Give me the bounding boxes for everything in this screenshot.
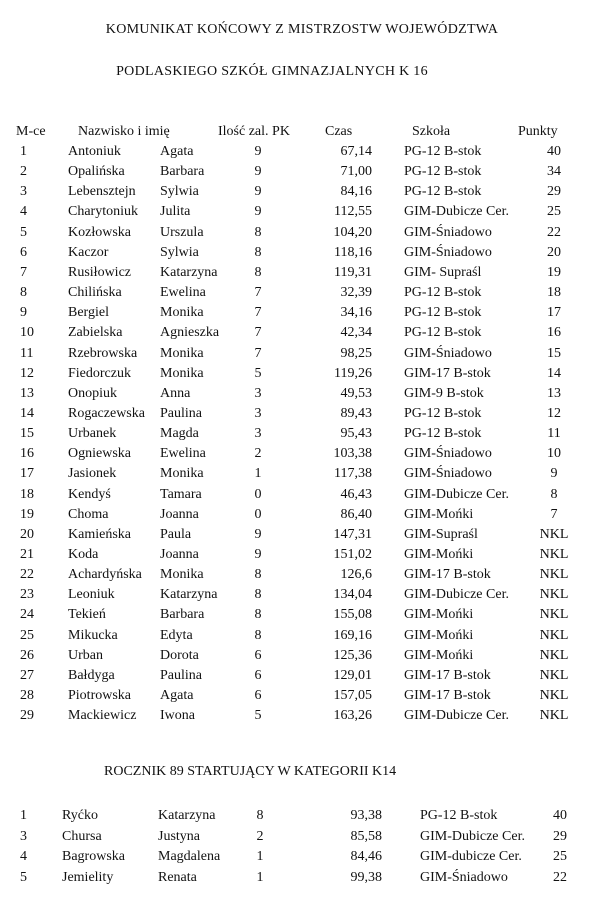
table-row (0, 344, 604, 364)
cell-school: GIM-Dubicze Cer. (404, 486, 509, 502)
cell-first-name: Magdalena (158, 849, 221, 864)
cell-points: 22 (553, 869, 567, 885)
cell-place: 12 (20, 365, 34, 381)
cell-surname: Rzebrowska (68, 345, 138, 361)
cell-place: 3 (20, 828, 27, 844)
cell-first-name: Katarzyna (160, 587, 218, 603)
table-row (0, 585, 604, 605)
cell-time: 117,38 (334, 466, 372, 482)
cell-school: GIM-Śniadowo (420, 869, 508, 885)
cell-surname: Bergiel (68, 305, 109, 321)
cell-pk-count: 8 (254, 224, 262, 240)
cell-pk-count: 0 (254, 506, 262, 522)
cell-time: 71,00 (340, 164, 372, 180)
cell-school: GIM-Mońki (404, 627, 474, 643)
cell-school: GIM-Mońki (404, 647, 474, 663)
cell-time: 89,43 (340, 405, 372, 421)
table-row (0, 646, 604, 666)
cell-place: 4 (20, 204, 27, 220)
cell-pk-count: 9 (254, 184, 262, 200)
table-row (0, 243, 604, 263)
cell-surname: Rusiłowicz (68, 264, 131, 280)
cell-time: 67,14 (340, 144, 372, 159)
cell-first-name: Agata (160, 688, 194, 704)
cell-points: 19 (547, 264, 561, 280)
cell-pk-count: 8 (254, 567, 262, 583)
table-row (0, 202, 604, 222)
cell-time: 157,05 (333, 688, 372, 704)
cell-time: 126,6 (340, 567, 372, 583)
header-count: Ilość zal. PK (218, 124, 290, 139)
cell-surname: Piotrowska (68, 688, 131, 704)
table-row (0, 505, 604, 525)
cell-school: GIM-Dubicze Cer. (404, 204, 509, 220)
cell-points: NKL (539, 547, 569, 562)
cell-time: 46,43 (340, 486, 372, 502)
cell-pk-count: 8 (256, 808, 264, 823)
cell-pk-count: 8 (254, 627, 262, 643)
cell-first-name: Tamara (160, 486, 202, 502)
cell-place: 15 (20, 426, 34, 442)
cell-points: 7 (550, 506, 558, 522)
page-title: KOMUNIKAT KOŃCOWY Z MISTRZOSTW WOJEWÓDZTWA (105, 22, 499, 37)
table-row (0, 545, 604, 565)
cell-place: 7 (20, 264, 27, 280)
cell-surname: Leoniuk (68, 587, 115, 603)
cell-points: 40 (547, 144, 561, 159)
cell-points: 9 (550, 466, 558, 482)
cell-pk-count: 1 (256, 849, 264, 864)
cell-surname: Koda (68, 547, 99, 562)
cell-time: 104,20 (333, 224, 372, 240)
cell-surname: Rogaczewska (68, 405, 145, 421)
cell-time: 169,16 (333, 627, 372, 643)
cell-pk-count: 8 (254, 264, 262, 280)
cell-surname: Kamieńska (68, 526, 131, 542)
table-row (0, 303, 604, 323)
cell-place: 21 (20, 547, 34, 562)
cell-first-name: Dorota (160, 647, 199, 663)
cell-surname: Ogniewska (68, 446, 131, 462)
cell-points: NKL (539, 688, 569, 704)
cell-school: GIM-9 B-stok (404, 385, 484, 401)
cell-first-name: Monika (160, 365, 204, 381)
cell-pk-count: 7 (254, 285, 262, 301)
cell-points: 8 (550, 486, 558, 502)
cell-first-name: Monika (160, 567, 204, 583)
cell-surname: Achardyńska (68, 567, 142, 583)
cell-time: 125,36 (333, 647, 372, 663)
header-time: Czas (325, 124, 353, 139)
cell-surname: Charytoniuk (68, 204, 138, 220)
cell-surname: Mackiewicz (68, 708, 137, 724)
cell-school: PG-12 B-stok (404, 426, 482, 442)
cell-first-name: Urszula (160, 224, 204, 240)
cell-school: GIM-Śniadowo (404, 345, 492, 361)
cell-pk-count: 9 (254, 547, 262, 562)
cell-time: 84,16 (340, 184, 372, 200)
cell-place: 1 (20, 144, 27, 159)
cell-points: NKL (539, 667, 569, 683)
cell-points: 13 (547, 385, 561, 401)
cell-first-name: Magda (160, 426, 199, 442)
cell-first-name: Paulina (160, 667, 202, 683)
cell-pk-count: 7 (254, 325, 262, 341)
cell-place: 3 (20, 184, 27, 200)
cell-first-name: Monika (160, 345, 204, 361)
cell-pk-count: 9 (254, 164, 262, 180)
cell-first-name: Barbara (160, 164, 205, 180)
cell-school: PG-12 B-stok (420, 808, 498, 823)
cell-time: 151,02 (333, 547, 372, 562)
cell-time: 134,04 (333, 587, 372, 603)
cell-place: 26 (20, 647, 34, 663)
cell-school: PG-12 B-stok (404, 144, 482, 159)
cell-school: GIM-Dubicze Cer. (420, 828, 525, 844)
cell-time: 95,43 (340, 426, 372, 442)
cell-pk-count: 5 (254, 708, 262, 724)
table-row (0, 565, 604, 585)
cell-first-name: Katarzyna (160, 264, 218, 280)
cell-first-name: Anna (160, 385, 191, 401)
cell-surname: Zabielska (68, 325, 123, 341)
table-row (0, 525, 604, 545)
table-row (0, 404, 604, 424)
cell-time: 99,38 (350, 869, 382, 885)
header-place: M-ce (16, 124, 46, 139)
cell-first-name: Joanna (160, 547, 199, 562)
cell-school: PG-12 B-stok (404, 164, 482, 180)
cell-pk-count: 2 (256, 828, 264, 844)
cell-surname: Chursa (62, 828, 102, 844)
cell-surname: Urbanek (68, 426, 117, 442)
cell-time: 84,46 (350, 849, 382, 864)
table-row (0, 263, 604, 283)
table-row (0, 827, 604, 847)
cell-place: 20 (20, 526, 34, 542)
cell-place: 2 (20, 164, 27, 180)
cell-school: PG-12 B-stok (404, 405, 482, 421)
cell-pk-count: 3 (254, 405, 262, 421)
cell-surname: Urban (68, 647, 103, 663)
cell-pk-count: 0 (254, 486, 262, 502)
cell-surname: Kaczor (68, 244, 109, 260)
cell-place: 13 (20, 385, 34, 401)
cell-points: 40 (553, 808, 567, 823)
cell-place: 19 (20, 506, 34, 522)
cell-pk-count: 6 (254, 688, 262, 704)
cell-first-name: Julita (160, 204, 191, 220)
table-row (0, 444, 604, 464)
cell-place: 11 (20, 345, 34, 361)
cell-pk-count: 7 (254, 345, 262, 361)
cell-school: GIM-17 B-stok (404, 688, 491, 704)
cell-school: PG-12 B-stok (404, 184, 482, 200)
cell-first-name: Ewelina (160, 446, 206, 462)
cell-pk-count: 1 (256, 869, 264, 885)
table-row (0, 323, 604, 343)
cell-points: NKL (539, 627, 569, 643)
cell-first-name: Justyna (158, 828, 200, 844)
cell-first-name: Barbara (160, 607, 205, 623)
cell-first-name: Paulina (160, 405, 202, 421)
cell-points: 12 (547, 405, 561, 421)
cell-pk-count: 2 (254, 446, 262, 462)
cell-first-name: Agata (160, 144, 194, 159)
cell-place: 5 (20, 224, 27, 240)
cell-points: 17 (547, 305, 561, 321)
cell-time: 118,16 (334, 244, 372, 260)
table-row (0, 223, 604, 243)
cell-school: GIM-17 B-stok (404, 667, 491, 683)
cell-place: 1 (20, 808, 27, 823)
header-name: Nazwisko i imię (78, 124, 170, 139)
cell-first-name: Iwona (160, 708, 195, 724)
cell-points: NKL (539, 607, 569, 623)
cell-pk-count: 7 (254, 305, 262, 321)
cell-surname: Kozłowska (68, 224, 131, 240)
cell-place: 16 (20, 446, 34, 462)
cell-school: GIM-Mońki (404, 506, 474, 522)
cell-place: 5 (20, 869, 27, 885)
cell-first-name: Katarzyna (158, 808, 216, 823)
cell-time: 147,31 (333, 526, 372, 542)
header-school: Szkoła (412, 124, 451, 139)
table-row (0, 706, 604, 726)
cell-school: GIM-17 B-stok (404, 567, 491, 583)
table-row (0, 182, 604, 202)
cell-place: 28 (20, 688, 34, 704)
cell-pk-count: 8 (254, 587, 262, 603)
cell-time: 42,34 (340, 325, 372, 341)
cell-school: GIM-Dubicze Cer. (404, 708, 509, 724)
cell-surname: Opalińska (68, 164, 125, 180)
cell-pk-count: 6 (254, 647, 262, 663)
cell-time: 129,01 (333, 667, 372, 683)
cell-points: NKL (539, 647, 569, 663)
table-row (0, 162, 604, 182)
cell-school: PG-12 B-stok (404, 305, 482, 321)
cell-place: 6 (20, 244, 27, 260)
cell-school: GIM- Supraśl (404, 264, 482, 280)
cell-surname: Kendyś (68, 486, 111, 502)
cell-first-name: Sylwia (160, 244, 199, 260)
table-row (0, 424, 604, 444)
cell-surname: Jasionek (68, 466, 117, 482)
cell-surname: Mikucka (68, 627, 118, 643)
cell-surname: Bagrowska (62, 849, 125, 864)
table-row (0, 686, 604, 706)
table-row (0, 847, 604, 867)
cell-time: 34,16 (340, 305, 372, 321)
cell-pk-count: 9 (254, 144, 262, 159)
cell-place: 27 (20, 667, 34, 683)
table-header (0, 122, 604, 142)
cell-surname: Lebensztejn (68, 184, 136, 200)
table-row (0, 605, 604, 625)
cell-school: GIM-Śniadowo (404, 244, 492, 260)
table-row (0, 364, 604, 384)
cell-points: 22 (547, 224, 561, 240)
cell-first-name: Edyta (160, 627, 193, 643)
table-row (0, 485, 604, 505)
cell-points: 25 (547, 204, 561, 220)
cell-place: 9 (20, 305, 27, 321)
cell-pk-count: 8 (254, 244, 262, 260)
cell-school: GIM-Supraśl (404, 526, 478, 542)
table-row (0, 626, 604, 646)
cell-points: 34 (547, 164, 561, 180)
cell-place: 23 (20, 587, 34, 603)
cell-time: 163,26 (333, 708, 372, 724)
cell-time: 155,08 (333, 607, 372, 623)
cell-points: NKL (539, 708, 569, 724)
cell-place: 18 (20, 486, 34, 502)
cell-time: 119,26 (334, 365, 372, 381)
cell-time: 98,25 (340, 345, 372, 361)
table-row (0, 806, 604, 826)
table-row (0, 868, 604, 888)
cell-school: GIM-dubicze Cer. (420, 849, 522, 864)
cell-school: GIM-Śniadowo (404, 466, 492, 482)
cell-place: 29 (20, 708, 34, 724)
cell-first-name: Paula (160, 526, 192, 542)
cell-first-name: Sylwia (160, 184, 199, 200)
cell-points: 14 (547, 365, 561, 381)
cell-school: PG-12 B-stok (404, 285, 482, 301)
cell-time: 119,31 (334, 264, 372, 280)
cell-place: 17 (20, 466, 34, 482)
cell-pk-count: 9 (254, 526, 262, 542)
cell-first-name: Monika (160, 305, 204, 321)
cell-points: NKL (539, 587, 569, 603)
table-row (0, 283, 604, 303)
cell-pk-count: 3 (254, 385, 262, 401)
cell-time: 112,55 (334, 204, 372, 220)
section-title: ROCZNIK 89 STARTUJĄCY W KATEGORII K14 (104, 764, 397, 779)
cell-pk-count: 8 (254, 607, 262, 623)
cell-place: 14 (20, 405, 34, 421)
table-row (0, 384, 604, 404)
cell-first-name: Monika (160, 466, 204, 482)
cell-points: 25 (553, 849, 567, 864)
cell-place: 4 (20, 849, 27, 864)
cell-points: NKL (539, 567, 569, 583)
cell-school: GIM-Mońki (404, 607, 474, 623)
cell-school: GIM-Mońki (404, 547, 474, 562)
cell-points: 15 (547, 345, 561, 361)
table-row (0, 464, 604, 484)
cell-points: 16 (547, 325, 561, 341)
cell-time: 49,53 (340, 385, 372, 401)
cell-school: GIM-17 B-stok (404, 365, 491, 381)
cell-surname: Tekień (68, 607, 106, 623)
cell-school: GIM-Śniadowo (404, 224, 492, 240)
cell-time: 103,38 (333, 446, 372, 462)
cell-pk-count: 5 (254, 365, 262, 381)
cell-surname: Antoniuk (68, 144, 121, 159)
cell-surname: Choma (68, 506, 109, 522)
cell-time: 32,39 (340, 285, 372, 301)
cell-place: 22 (20, 567, 34, 583)
cell-pk-count: 6 (254, 667, 262, 683)
cell-school: GIM-Dubicze Cer. (404, 587, 509, 603)
cell-time: 86,40 (340, 506, 372, 522)
cell-time: 85,58 (350, 828, 382, 844)
cell-points: 29 (553, 828, 567, 844)
cell-school: GIM-Śniadowo (404, 446, 492, 462)
cell-place: 25 (20, 627, 34, 643)
cell-points: 29 (547, 184, 561, 200)
cell-points: 11 (547, 426, 561, 442)
cell-surname: Ryćko (62, 808, 98, 823)
cell-pk-count: 3 (254, 426, 262, 442)
cell-time: 93,38 (350, 808, 382, 823)
cell-points: 10 (547, 446, 561, 462)
header-points: Punkty (518, 124, 558, 139)
cell-first-name: Joanna (160, 506, 199, 522)
cell-place: 10 (20, 325, 34, 341)
cell-pk-count: 1 (254, 466, 262, 482)
cell-surname: Onopiuk (68, 385, 117, 401)
cell-place: 24 (20, 607, 34, 623)
cell-points: 20 (547, 244, 561, 260)
cell-pk-count: 9 (254, 204, 262, 220)
cell-surname: Bałdyga (68, 667, 115, 683)
cell-first-name: Renata (158, 869, 197, 885)
cell-place: 8 (20, 285, 27, 301)
cell-surname: Jemielity (62, 869, 114, 885)
cell-first-name: Agnieszka (160, 325, 220, 341)
cell-school: PG-12 B-stok (404, 325, 482, 341)
cell-points: 18 (547, 285, 561, 301)
table-row (0, 142, 604, 162)
table-row (0, 666, 604, 686)
cell-surname: Chilińska (68, 285, 122, 301)
cell-points: NKL (539, 526, 569, 542)
page-subtitle: PODLASKIEGO SZKÓŁ GIMNAZJALNYCH K 16 (116, 64, 428, 79)
cell-first-name: Ewelina (160, 285, 206, 301)
cell-surname: Fiedorczuk (68, 365, 131, 381)
